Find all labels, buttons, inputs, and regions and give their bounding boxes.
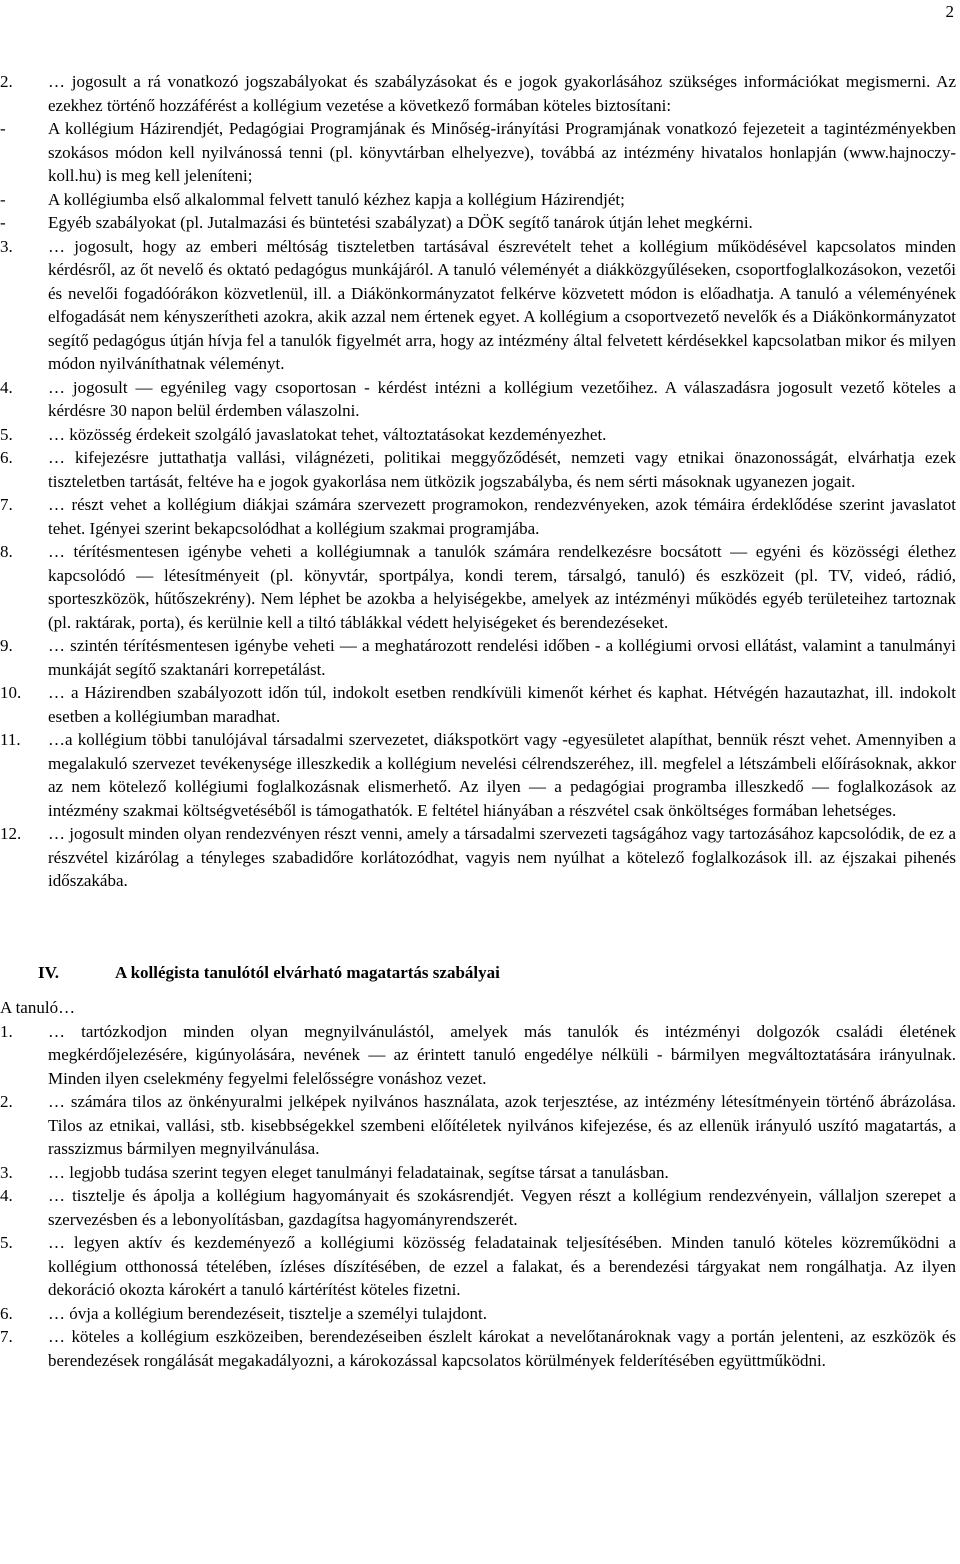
list-item bbox=[0, 822, 956, 893]
list-item bbox=[0, 1184, 956, 1231]
list-item bbox=[0, 728, 956, 822]
list-item-text: … a Házirendben szabályozott időn túl, indokolt esetben rendkívüli kimenőt kérhet és kaphat. Hétvégén hazautazhat, ill. indokolt esetben a kollégiumban maradhat. bbox=[48, 683, 956, 726]
section-title: A kollégista tanulótól elvárható magatartás szabályai bbox=[115, 962, 500, 982]
page-number: 2 bbox=[945, 2, 954, 21]
list-item-body bbox=[48, 493, 956, 540]
list-item bbox=[0, 1302, 956, 1326]
list-item-body bbox=[48, 1020, 956, 1091]
list-item-text: … kifejezésre juttathatja vallási, világnézeti, politikai meggyőződését, nemzeti vagy etnikai önazonosságát, elvárhatja ezek tiszteletben tartását, feltéve ha e jogok gyakorlása nem ütközik jogszabályba, és nem sérti másoknak ugyanezen jogait. bbox=[48, 448, 956, 491]
list-item-body bbox=[48, 1325, 956, 1372]
sub-list-text: Egyéb szabályokat (pl. Jutalmazási és büntetési szabályzat) a DÖK segítő tanárok útján lehet megkérni. bbox=[48, 213, 753, 232]
list-item-text: … számára tilos az önkényuralmi jelképek nyilvános használata, azok terjesztése, az intézmény létesítményein történő ábrázolása. Tilos az etnikai, vallási, stb. kisebbségekkel szembeni előítéletek nyilvános kifejezése, és az ellenük irányuló uszító magatartás, a rasszizmus bármilyen megnyilvánulása. bbox=[48, 1092, 956, 1158]
list-item-text: … jogosult, hogy az emberi méltóság tiszteletben tartásával észrevételt tehet a kollégium működésével kapcsolatos minden kérdésről, az őt nevelő és oktató pedagógus munkájáról. A tanuló véleményét a diákközgyűléseken, csoportfoglalkozásokon, vezetői és nevelői fogadóórákon közvetlenül, ill. a Diákönkormányzatot felkérve közvetett módon is előadhatja. A tanuló a véleményének elfogadását nem kényszerítheti azokra, akik azzal nem értenek egyet. A kollégium a csoportvezető nevelők és a Diákönkormányzatot segítő pedagógus útján hívja fel a tanulók figyelmét arra, hogy az intézmény által felvetett kérdésekkel kapcsolatban mikor és milyen módon nyilváníthatnak véleményt. bbox=[48, 236, 956, 373]
list-item-body bbox=[48, 822, 956, 893]
list-item-body bbox=[48, 235, 956, 376]
list-item-number: 8. bbox=[0, 542, 13, 561]
list-item-text: … szintén térítésmentesen igénybe veheti — a meghatározott rendelési időben - a kollégiumi orvosi ellátást, valamint a tanulmányi munkáját segítő szaktanári korrepetálást. bbox=[48, 636, 956, 679]
list-item-number: 5. bbox=[0, 424, 13, 444]
list-item-text: … jogosult — egyénileg vagy csoportosan - kérdést intézni a kollégium vezetőihez. A válaszadásra jogosult vezető köteles a kérdésre 30 napon belül érdemben válaszolni. bbox=[48, 377, 956, 420]
list-item-text: … térítésmentesen igénybe veheti a kollégiumnak a tanulók számára rendelkezésre bocsátott — egyéni és közösségi élethez kapcsolódó — létesítményeit (pl. könyvtár, sportpálya, kondi terem, társalgó, tanuló) és eszközeit (pl. TV, videó, rádió, sporteszközök, hűtőszekrény). Nem léphet be azokba a helyiségekbe, amelyek az intézményi működés egyéb területeihez tartoznak (pl. raktárak, porta), és kerülnie kell a tiltó táblákkal védett helyiségeket és berendezéseket. bbox=[48, 542, 956, 632]
list-item bbox=[0, 493, 956, 540]
list-item-number: 9. bbox=[0, 636, 13, 655]
list-item-body bbox=[48, 681, 956, 728]
list-item-number: 7. bbox=[0, 495, 13, 514]
list-item-body bbox=[48, 70, 956, 117]
list-item-text: …a kollégium többi tanulójával társadalmi szervezetet, diákspotkört vagy -egyesületet alapíthat, bennük részt vehet. Amennyiben a megalakuló szervezet tevékenysége illeszkedik a kollégium nevelési célrendszeréhez, ill. megfelel a létszámbeli előírásoknak, akkor az nem kötelező kollégiumi foglalkozásnak elismerhető. Az ilyen — a pedagógiai programba illeszkedő — foglalkozások az intézmény szakmai költségvetéséből is támogathatók. E feltétel hiányában a részvétel csak önköltséges formában lehetséges. bbox=[48, 730, 956, 820]
list-item bbox=[0, 235, 956, 376]
list-item-text: … jogosult minden olyan rendezvényen részt venni, amely a társadalmi szervezeti tagságához vagy tartozásához kapcsolódik, de ez a részvétel kizárólag a tényleges szabadidőre korlátozódhat, vagyis nem nyúlhat a kötelező foglalkozások ill. az éjszakai pihenés időszakába. bbox=[48, 824, 956, 890]
sub-list-bullet: - bbox=[0, 119, 6, 138]
list-item bbox=[0, 376, 956, 423]
list-item-number: 7. bbox=[0, 1327, 13, 1346]
conduct-list bbox=[0, 1020, 956, 1373]
list-item bbox=[0, 634, 956, 681]
list-item-number: 11. bbox=[0, 730, 21, 749]
list-item-body bbox=[48, 728, 956, 822]
list-item-number: 1. bbox=[0, 1021, 13, 1041]
list-item-body bbox=[48, 540, 956, 634]
list-item bbox=[0, 446, 956, 493]
list-item-number: 2. bbox=[0, 1092, 13, 1111]
sub-list-item bbox=[0, 211, 956, 235]
list-item-number: 6. bbox=[0, 448, 13, 467]
list-item bbox=[0, 1020, 956, 1091]
sub-list-bullet: - bbox=[0, 189, 6, 209]
list-item-body bbox=[48, 376, 956, 423]
list-item-body bbox=[48, 1302, 956, 1326]
section-heading bbox=[38, 961, 956, 985]
list-item-text: … jogosult a rá vonatkozó jogszabályokat és szabályzásokat és e jogok gyakorlásához szükséges információkat megismerni. Az ezekhez történő hozzáférést a kollégium vezetése a következő formában köteles biztosítani: bbox=[48, 72, 956, 115]
list-item-body bbox=[48, 1090, 956, 1161]
list-item-number: 3. bbox=[0, 1162, 13, 1182]
list-item-number: 6. bbox=[0, 1303, 13, 1323]
list-item-body bbox=[48, 1231, 956, 1302]
section-intro: A tanuló… bbox=[0, 998, 76, 1017]
list-item bbox=[0, 1161, 956, 1185]
list-item bbox=[0, 1090, 956, 1161]
list-item bbox=[0, 681, 956, 728]
list-item bbox=[0, 1231, 956, 1302]
list-item-text: … részt vehet a kollégium diákjai számára szervezett programokon, rendezvényeken, azok témáira érdeklődése szerint javaslatot tehet. Igényei szerint bekapcsolódhat a kollégium szakmai programjába. bbox=[48, 495, 956, 538]
list-item-number: 3. bbox=[0, 236, 13, 256]
sub-list-text: A kollégiumba első alkalommal felvett tanuló kézhez kapja a kollégium Házirendjét; bbox=[48, 189, 625, 209]
sub-list-text: A kollégium Házirendjét, Pedagógiai Programjának és Minőség-irányítási Programjának vonatkozó fejezeteit a tagintézményekben szokásos módon kell nyilvánossá tenni (pl. könyvtárban elhelyezve), továbbá az intézmény hivatalos honlapján (www.hajnoczy-koll.hu) is meg kell jeleníteni; bbox=[48, 119, 956, 185]
list-item bbox=[0, 70, 956, 117]
list-item-body bbox=[48, 423, 956, 447]
list-item-number: 10. bbox=[0, 683, 22, 702]
list-item-text: … tisztelje és ápolja a kollégium hagyományait és szokásrendjét. Vegyen részt a kollégium rendezvényein, vállaljon szerepet a szervezésben és a lebonyolításban, gazdagítsa hagyományrendszerét. bbox=[48, 1186, 956, 1229]
sub-list-item bbox=[0, 117, 956, 188]
list-item-text: … óvja a kollégium berendezéseit, tisztelje a személyi tulajdont. bbox=[48, 1303, 488, 1323]
list-item-number: 4. bbox=[0, 1186, 13, 1205]
list-item-text: … közösség érdekeit szolgáló javaslatokat tehet, változtatásokat kezdeményezhet. bbox=[48, 424, 607, 444]
list-item-number: 5. bbox=[0, 1233, 13, 1252]
list-item-text: … köteles a kollégium eszközeiben, berendezéseiben észlelt károkat a nevelőtanároknak vagy a portán jelenteni, az eszközök és berendezések rongálását megakadályozni, a károkozással kapcsolatos körülmények felderítésében együttműködni. bbox=[48, 1327, 956, 1370]
list-item-number: 12. bbox=[0, 824, 22, 843]
list-item-number: 4. bbox=[0, 377, 13, 397]
list-item-body bbox=[48, 446, 956, 493]
rights-list bbox=[0, 70, 956, 893]
list-item-body bbox=[48, 1184, 956, 1231]
list-item-body bbox=[48, 1161, 956, 1185]
section-roman-numeral: IV. bbox=[38, 962, 59, 982]
sub-list-item bbox=[0, 188, 956, 212]
list-item bbox=[0, 423, 956, 447]
list-item bbox=[0, 540, 956, 634]
list-item-body bbox=[48, 634, 956, 681]
list-item bbox=[0, 1325, 956, 1372]
list-item-text: … tartózkodjon minden olyan megnyilvánulástól, amelyek más tanulók és intézményi dolgozók családi életének megkérdőjelezésére, kigúnyolására, nevének — az érintett tanuló engedélye nélküli - bármilyen megváltoztatására irányulnak. Minden ilyen cselekmény fegyelmi felelősségre vonáshoz vezet. bbox=[48, 1021, 956, 1088]
list-item-number: 2. bbox=[0, 72, 13, 91]
sub-list-bullet: - bbox=[0, 213, 6, 232]
list-item-text: … legjobb tudása szerint tegyen eleget tanulmányi feladatainak, segítse társat a tanulásban. bbox=[48, 1162, 669, 1182]
list-item-text: … legyen aktív és kezdeményező a kollégiumi közösség feladatainak teljesítésében. Minden tanuló köteles közreműködni a kollégium otthonossá tételében, ízléses díszítésében, de ezzel a falakat, és a berendezési tárgyakat nem rongálhatja. Az ilyen dekoráció okozta károkért a tanuló kártérítést köteles fizetni. bbox=[48, 1233, 956, 1299]
